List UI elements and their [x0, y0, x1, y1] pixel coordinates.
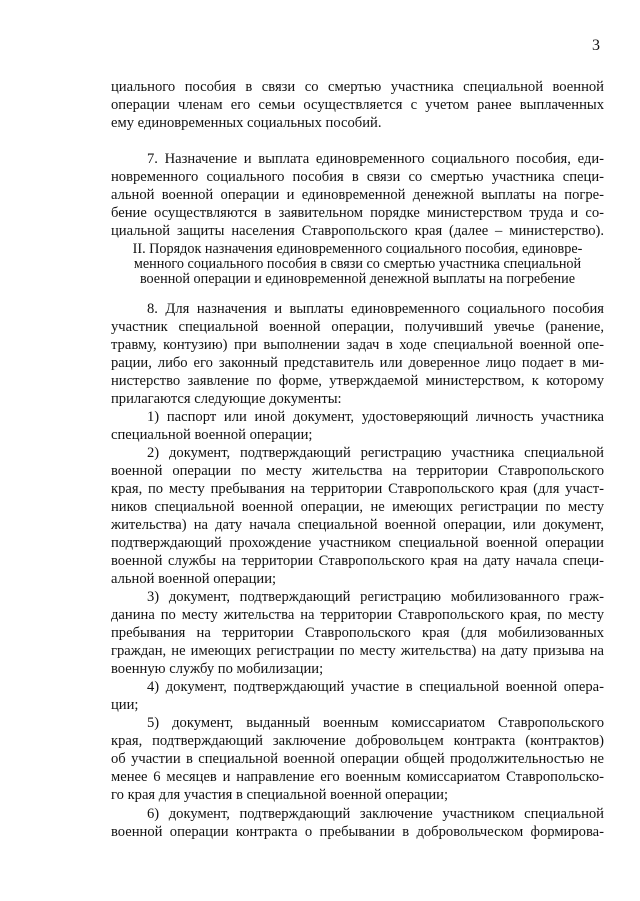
page-number: 3	[592, 37, 600, 54]
text-line: граждан, не имеющих регистрации по месту жительства) на дату призыва на	[111, 643, 604, 659]
text-line: 8. Для назначения и выплаты единовременного социального пособия	[147, 301, 604, 317]
text-line: 5) документ, выданный военным комиссариатом Ставропольского	[147, 715, 604, 731]
text-line: альной военной операции;	[111, 571, 277, 587]
text-line: ции;	[111, 697, 139, 713]
text-line: 7. Назначение и выплата единовременного социального пособия, еди-	[147, 151, 604, 167]
text-line: 1) паспорт или иной документ, удостоверяющий личность участника	[147, 409, 604, 425]
text-line: 6) документ, подтверждающий заключение участником специальной	[147, 806, 604, 822]
text-line: операции членам его семьи осуществляется с учетом ранее выплаченных	[111, 97, 604, 113]
text-line: нистерство заявление по форме, утверждаемой министерством, к которому	[111, 373, 604, 389]
text-line: жительства) на дату начала специальной военной операции, или документ,	[111, 517, 604, 533]
text-line: пребывания на территории Ставропольского края (для мобилизованных	[111, 625, 604, 641]
text-line: участник специальной военной операции, получивший увечье (ранение,	[111, 319, 604, 335]
text-line: менее 6 месяцев и направление его военным комиссариатом Ставропольско-	[111, 769, 604, 785]
text-line: специальной военной операции;	[111, 427, 313, 443]
text-line: военную службу по мобилизации;	[111, 661, 324, 677]
heading-line: II. Порядок назначения единовременного социального пособия, единовре-	[132, 241, 583, 257]
text-line: военной операции контракта о пребывании в добровольческом формирова-	[111, 824, 604, 840]
text-line: рации, либо его законный представитель или доверенное лицо подает в ми-	[111, 355, 604, 371]
heading-line: военной операции и единовременной денежной выплаты на погребение	[139, 271, 576, 287]
heading-line: менного социального пособия в связи со смертью участника специальной	[133, 256, 582, 272]
text-line: военной службы на территории Ставропольского края на дату начала специ-	[111, 553, 604, 569]
text-line: циальной защиты населения Ставропольского края (далее – министерство).	[111, 223, 604, 239]
text-line: 4) документ, подтверждающий участие в специальной военной опера-	[147, 679, 604, 695]
text-line: данина по месту жительства на территории Ставропольского края, по месту	[111, 607, 604, 623]
text-line: ему единовременных социальных пособий.	[111, 115, 382, 131]
text-line: об участии в специальной военной операции общей продолжительностью не	[111, 751, 604, 767]
text-line: травму, контузию) при выполнении задач в ходе специальной военной опе-	[111, 337, 604, 353]
text-line: 2) документ, подтверждающий регистрацию участника специальной	[147, 445, 604, 461]
text-line: края, по месту пребывания на территории Ставропольского края (для участ-	[111, 481, 604, 497]
text-line: ников специальной военной операции, не имеющих регистрации по месту	[111, 499, 604, 515]
text-line: военной операции по месту жительства на территории Ставропольского	[111, 463, 604, 479]
text-line: края, подтверждающий заключение добровольцем контракта (контрактов)	[111, 733, 604, 749]
text-line: циального пособия в связи со смертью участника специальной военной	[111, 79, 604, 95]
text-line: го края для участия в специальной военной операции;	[111, 787, 448, 803]
text-line: новременного социального пособия в связи со смертью участника специ-	[111, 169, 604, 185]
text-line: 3) документ, подтверждающий регистрацию мобилизованного граж-	[147, 589, 604, 605]
text-line: альной военной операции и единовременной денежной выплаты на погре-	[111, 187, 604, 203]
text-line: прилагаются следующие документы:	[111, 391, 342, 407]
text-line: подтверждающий прохождение участником специальной военной операции	[111, 535, 604, 551]
text-line: бение осуществляются в заявительном порядке министерством труда и со-	[111, 205, 604, 221]
